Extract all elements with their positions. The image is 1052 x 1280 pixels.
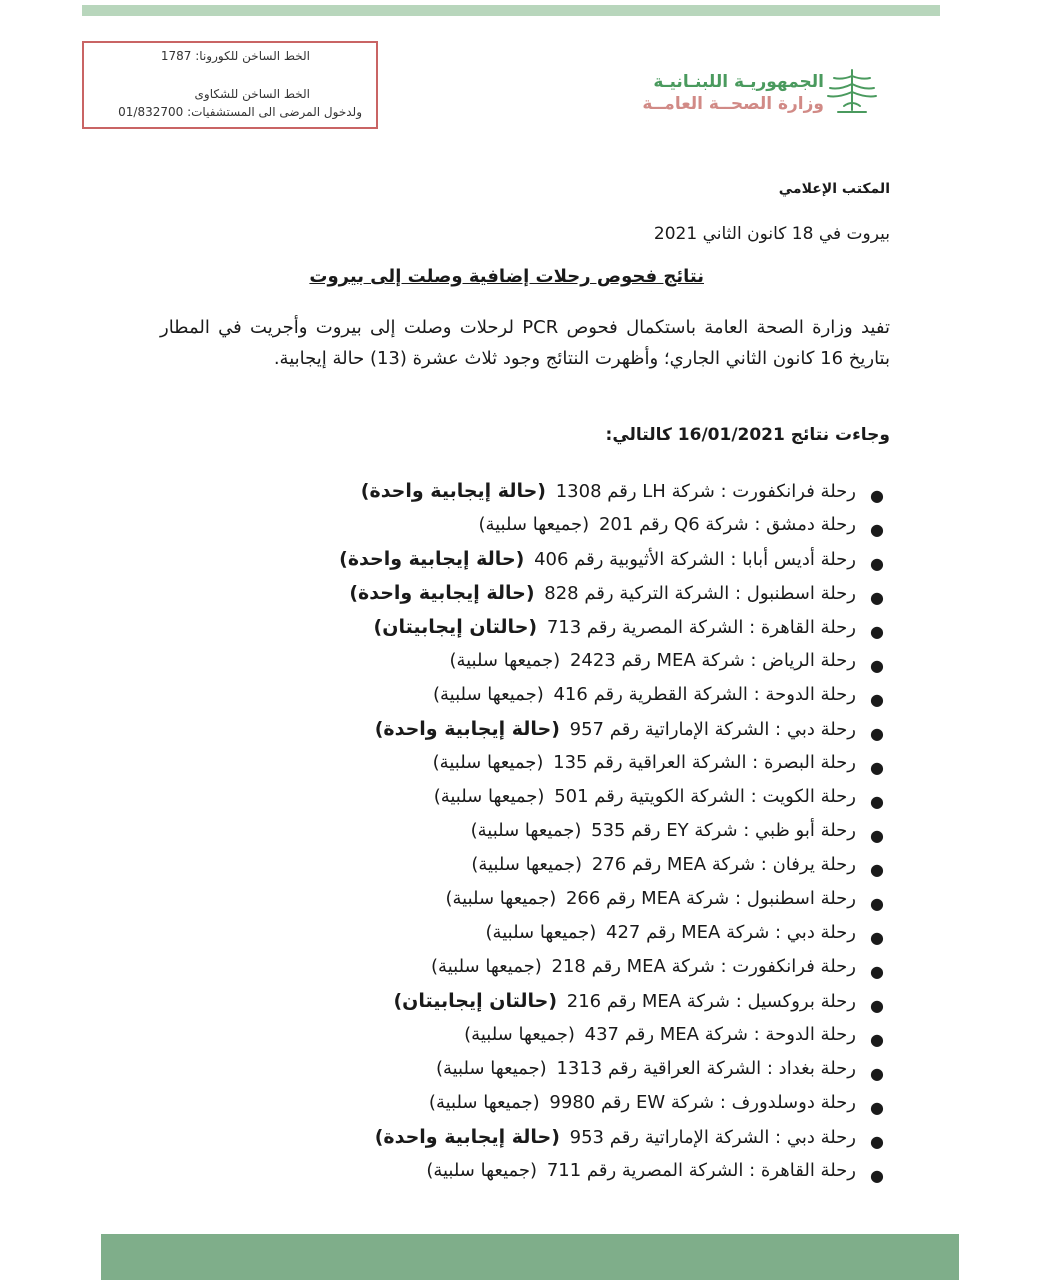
intro-paragraph: تفيد وزارة الصحة العامة باستكمال فحوص PCR لرحلات وصلت إلى بيروت وأجريت في المطار بتاريخ 16 كانون الثاني الجاري؛ وأظهرت النتائج وجود ثلاث عشرة (13) حالة إيجابية. <box>160 317 890 369</box>
flight-details: رحلة الدوحة : الشركة القطرية رقم 416 <box>553 684 856 705</box>
flight-item <box>339 854 884 888</box>
flight-result: (جميعها سلبية) <box>445 888 557 909</box>
bullet-icon: ● <box>870 894 884 913</box>
hospital-admission-hotline: ولدخول المرضى الى المستشفيات: 01/832700 <box>118 105 362 119</box>
hotline-box <box>82 41 378 129</box>
flight-result: (جميعها سلبية) <box>464 1024 575 1045</box>
flight-details: رحلة القاهرة : الشركة المصرية رقم 713 <box>546 617 856 638</box>
flight-details: رحلة بروكسيل : شركة MEA رقم 216 <box>566 991 856 1012</box>
flight-item <box>339 480 884 514</box>
flight-item <box>339 684 884 718</box>
flight-details: رحلة يرفان : شركة MEA رقم 276 <box>591 854 856 875</box>
flight-item <box>339 956 884 990</box>
flight-result: (جميعها سلبية) <box>449 650 561 671</box>
bullet-icon: ● <box>870 486 884 505</box>
complaints-hotline: الخط الساخن للشكاوى <box>194 87 310 101</box>
flight-result: (جميعها سلبية) <box>432 684 544 705</box>
document-date: بيروت في 18 كانون الثاني 2021 <box>653 224 890 244</box>
flight-result: (جميعها سلبية) <box>471 854 583 875</box>
flight-result: (حالة إيجابية واحدة) <box>349 582 535 604</box>
flight-item <box>339 1160 884 1194</box>
flight-result: (حالة إيجابية واحدة) <box>339 548 525 570</box>
bullet-icon: ● <box>870 1166 884 1185</box>
flight-result: (حالتان إيجابيتان) <box>393 990 558 1012</box>
bullet-icon: ● <box>870 860 884 879</box>
bullet-icon: ● <box>870 962 884 981</box>
flight-item <box>339 820 884 854</box>
flight-details: رحلة الدوحة : شركة MEA رقم 437 <box>584 1024 856 1045</box>
flight-item <box>339 548 884 582</box>
bullet-icon: ● <box>870 656 884 675</box>
flight-result: (جميعها سلبية) <box>478 514 590 535</box>
flight-result: (جميعها سلبية) <box>485 922 597 943</box>
flight-item <box>339 1126 884 1160</box>
flight-result: (حالتان إيجابيتان) <box>373 616 538 638</box>
bullet-icon: ● <box>870 1132 884 1151</box>
bullet-icon: ● <box>870 792 884 811</box>
flight-item <box>339 752 884 786</box>
flight-result: (جميعها سلبية) <box>432 752 544 773</box>
flight-details: رحلة دبي : شركة MEA رقم 427 <box>606 922 856 943</box>
ministry-title: وزارة الصحــة العامــة <box>642 94 824 114</box>
flight-item <box>339 514 884 548</box>
bullet-icon: ● <box>870 622 884 641</box>
flight-details: رحلة القاهرة : الشركة المصرية رقم 711 <box>546 1160 856 1181</box>
bullet-icon: ● <box>870 588 884 607</box>
flight-result: (جميعها سلبية) <box>435 1058 547 1079</box>
bullet-icon: ● <box>870 758 884 777</box>
corona-hotline: الخط الساخن للكورونا: 1787 <box>160 49 310 63</box>
flight-details: رحلة فرانكفورت : شركة LH رقم 1308 <box>555 481 856 502</box>
flight-details: رحلة البصرة : الشركة العراقية رقم 135 <box>553 752 856 773</box>
flight-result: (جميعها سلبية) <box>428 1092 540 1113</box>
republic-title: الجمهوريـة اللبنـانيـة <box>653 72 824 92</box>
flight-details: رحلة فرانكفورت : شركة MEA رقم 218 <box>551 956 856 977</box>
bullet-icon: ● <box>870 1030 884 1049</box>
flight-details: رحلة اسطنبول : شركة MEA رقم 266 <box>565 888 856 909</box>
flight-details: رحلة دبي : الشركة الإماراتية رقم 957 <box>569 719 856 740</box>
bullet-icon: ● <box>870 1098 884 1117</box>
flight-results-list <box>339 480 884 1194</box>
results-intro: وجاءت نتائج 16/01/2021 كالتالي: <box>605 425 890 445</box>
document-headline: نتائج فحوص رحلات إضافية وصلت إلى بيروت <box>309 266 704 287</box>
flight-item <box>339 1058 884 1092</box>
bullet-icon: ● <box>870 928 884 947</box>
flight-result: (حالة إيجابية واحدة) <box>360 480 546 502</box>
flight-item <box>339 990 884 1024</box>
flight-item <box>339 650 884 684</box>
flight-result: (جميعها سلبية) <box>431 956 542 977</box>
bullet-icon: ● <box>870 724 884 743</box>
flight-details: رحلة دبي : الشركة الإماراتية رقم 953 <box>569 1127 856 1148</box>
flight-item <box>339 718 884 752</box>
bullet-icon: ● <box>870 690 884 709</box>
flight-item <box>339 616 884 650</box>
bullet-icon: ● <box>870 520 884 539</box>
flight-item <box>339 922 884 956</box>
press-office-label: المكتب الإعلامي <box>778 181 890 197</box>
flight-result: (جميعها سلبية) <box>433 786 545 807</box>
flight-details: رحلة الكويت : الشركة الكويتية رقم 501 <box>554 786 856 807</box>
flight-details: رحلة دوسلدورف : شركة EW رقم 9980 <box>549 1092 856 1113</box>
flight-result: (جميعها سلبية) <box>426 1160 538 1181</box>
ministry-logo <box>640 66 880 118</box>
flight-result: (حالة إيجابية واحدة) <box>374 718 560 740</box>
flight-item <box>339 888 884 922</box>
flight-item <box>339 582 884 616</box>
bullet-icon: ● <box>870 1064 884 1083</box>
flight-details: رحلة بغداد : الشركة العراقية رقم 1313 <box>556 1058 856 1079</box>
bullet-icon: ● <box>870 826 884 845</box>
flight-item <box>339 1092 884 1126</box>
top-decorative-bar <box>82 5 940 16</box>
flight-item <box>339 786 884 820</box>
bottom-decorative-bar <box>101 1234 959 1280</box>
flight-details: رحلة اسطنبول : الشركة التركية رقم 828 <box>544 583 856 604</box>
flight-result: (جميعها سلبية) <box>470 820 582 841</box>
cedar-tree-icon <box>824 66 880 116</box>
flight-item <box>339 1024 884 1058</box>
flight-details: رحلة دمشق : شركة Q6 رقم 201 <box>598 514 856 535</box>
flight-result: (حالة إيجابية واحدة) <box>374 1126 560 1148</box>
flight-details: رحلة الرياض : شركة MEA رقم 2423 <box>569 650 856 671</box>
flight-details: رحلة أديس أبابا : الشركة الأثيوبية رقم 406 <box>534 549 856 570</box>
bullet-icon: ● <box>870 554 884 573</box>
flight-details: رحلة أبو ظبي : شركة EY رقم 535 <box>591 820 856 841</box>
bullet-icon: ● <box>870 996 884 1015</box>
